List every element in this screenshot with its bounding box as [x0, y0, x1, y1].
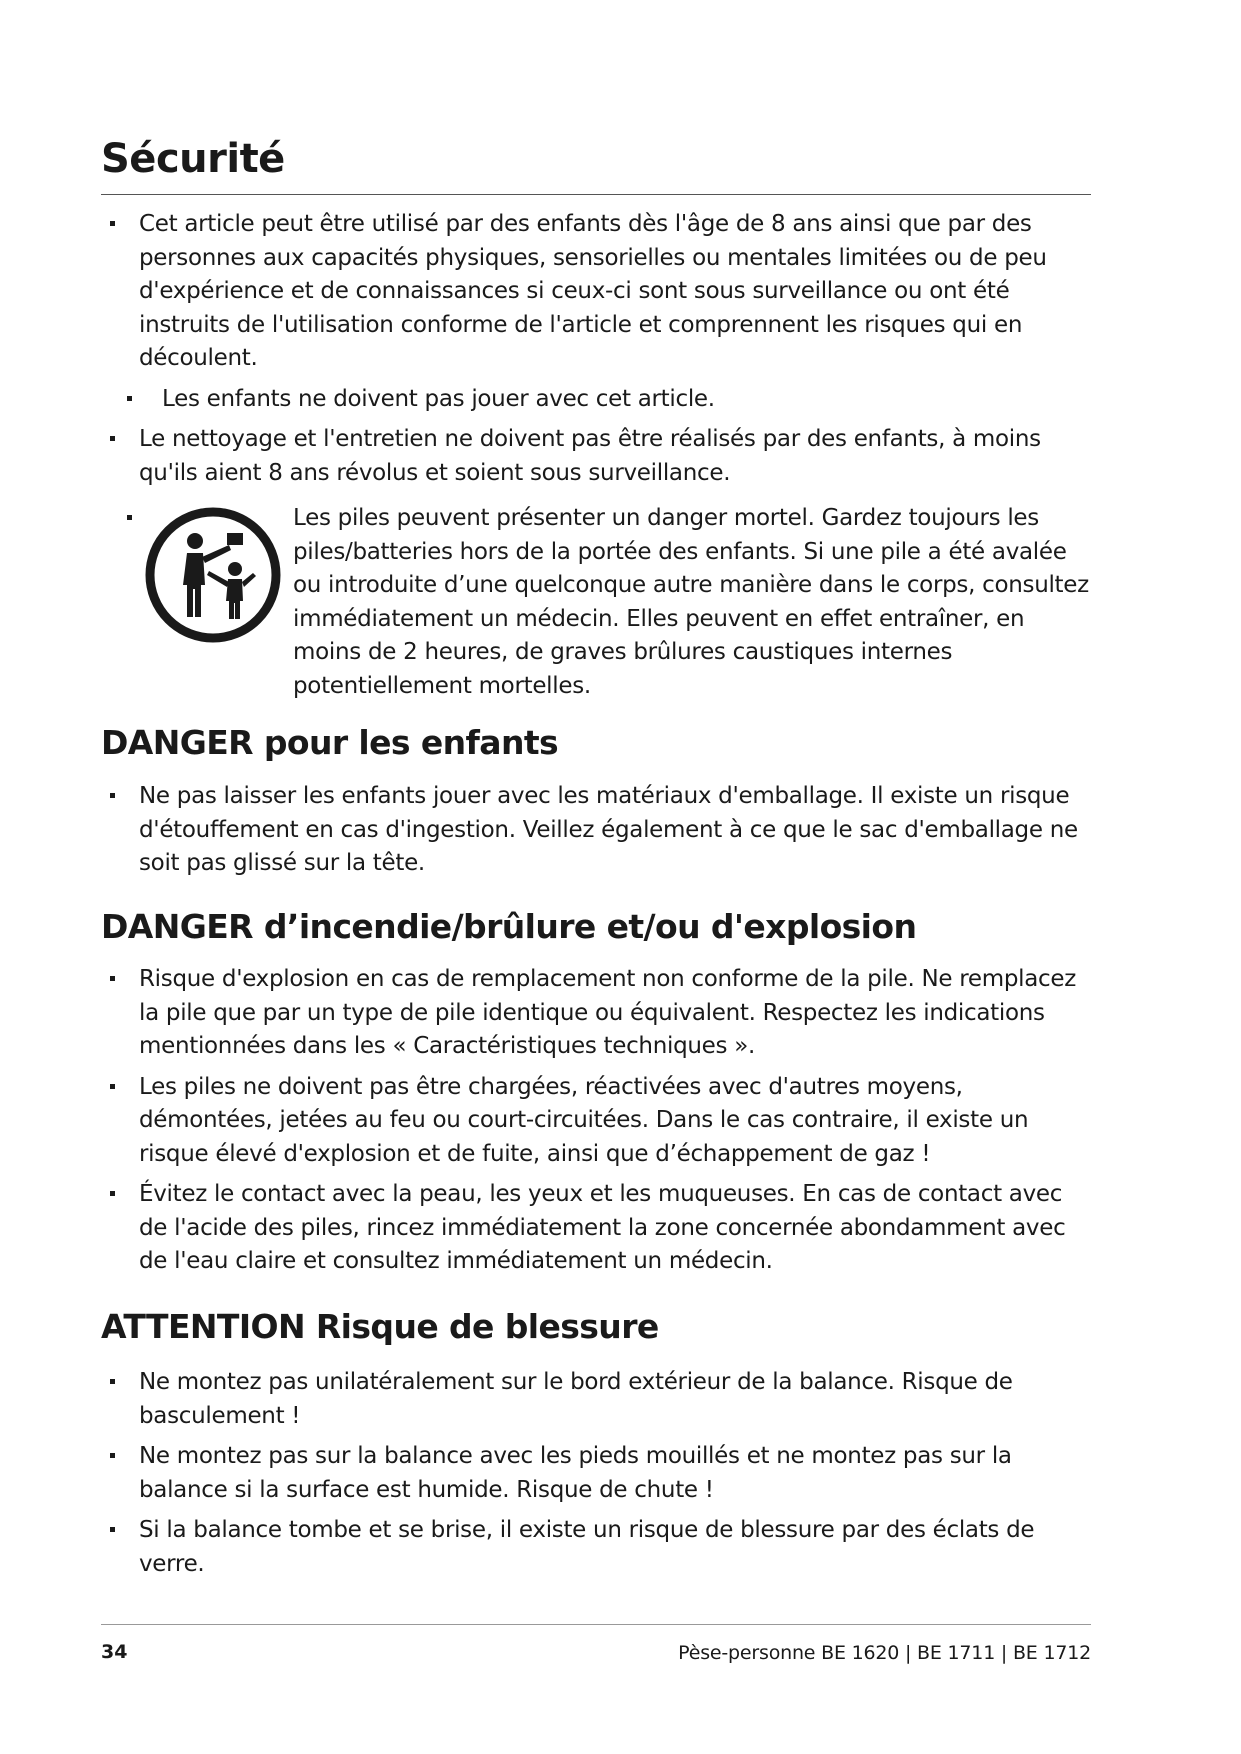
- list-item-text: Le nettoyage et l'entretien ne doivent pas être réalisés par des enfants, à moins qu'ils aient 8 ans révolus et soient sous surveillance.: [139, 426, 1041, 486]
- bullet-icon: [110, 1379, 115, 1384]
- list-item-text: Les piles ne doivent pas être chargées, réactivées avec d'autres moyens, démontées, jetées au feu ou court-circuitées. Dans le cas contraire, il existe un risque élevé d'explosion et de fuite, ainsi que d’échappement de gaz !: [139, 1073, 1029, 1167]
- bullet-icon: [127, 515, 132, 520]
- list-item: [101, 1514, 1091, 1581]
- keep-away-from-children-icon: [143, 505, 283, 645]
- list-item-text: Cet article peut être utilisé par des enfants dès l'âge de 8 ans ainsi que par des personnes aux capacités physiques, sensorielles ou mentales limitées ou de peu d'expérience et de connaissances si ceux-ci sont sous surveillance ou ont été instruits de l'utilisation conforme de l'article et comprennent les risques qui en découlent.: [139, 211, 1047, 371]
- list-item: [101, 1366, 1091, 1433]
- list-item: [101, 780, 1091, 881]
- section-heading: DANGER d’incendie/brûlure et/ou d'explosion: [101, 907, 917, 946]
- bullet-icon: [110, 976, 115, 981]
- list-item: [101, 963, 1091, 1064]
- list-item-text: Évitez le contact avec la peau, les yeux et les muqueuses. En cas de contact avec de l'acide des piles, rincez immédiatement la zone concernée abondamment avec de l'eau claire et consultez immédiatement un médecin.: [139, 1181, 1066, 1274]
- bullet-icon: [110, 1191, 115, 1196]
- list-item: [101, 423, 1091, 490]
- bullet-icon: [110, 436, 115, 441]
- bullet-icon: [110, 1084, 115, 1089]
- list-item: [101, 208, 1091, 376]
- list-item: [101, 1178, 1091, 1279]
- bullet-icon: [110, 1453, 115, 1458]
- injury-risk-list: [101, 1366, 1091, 1581]
- list-item: [101, 1440, 1091, 1507]
- title-divider: [101, 194, 1091, 195]
- page-number: 34: [101, 1641, 128, 1663]
- footer-divider: [101, 1624, 1091, 1625]
- list-item-text: Les enfants ne doivent pas jouer avec cet article.: [162, 385, 715, 412]
- list-item: [101, 1071, 1091, 1172]
- children-danger-list: [101, 780, 1091, 881]
- list-item-text: Ne montez pas unilatéralement sur le bord extérieur de la balance. Risque de basculement !: [139, 1369, 1013, 1429]
- page-title: Sécurité: [101, 136, 285, 182]
- bullet-icon: [110, 793, 115, 798]
- bullet-icon: [127, 396, 132, 401]
- list-item-text: Ne pas laisser les enfants jouer avec les matériaux d'emballage. Il existe un risque d'étouffement en cas d'ingestion. Veillez également à ce que le sac d'emballage ne soit pas glissé sur la tête.: [139, 783, 1078, 876]
- list-item-text: Ne montez pas sur la balance avec les pieds mouillés et ne montez pas sur la balance si la surface est humide. Risque de chute !: [139, 1443, 1012, 1503]
- battery-warning-text: Les piles peuvent présenter un danger mortel. Gardez toujours les piles/batteries hors de la portée des enfants. Si une pile a été avalée ou introduite d’une quelconque autre manière dans le corps, consultez immédiatement un médecin. Elles peuvent en effet entraîner, en moins de 2 heures, de graves brûlures caustiques internes potentiellement mortelles.: [293, 505, 1089, 699]
- fire-danger-list: [101, 963, 1091, 1279]
- section-heading: ATTENTION Risque de blessure: [101, 1307, 659, 1346]
- list-item: [101, 383, 1091, 417]
- bullet-icon: [110, 1527, 115, 1532]
- footer-product-name: Pèse-personne BE 1620 | BE 1711 | BE 1712: [678, 1642, 1091, 1664]
- list-item-text: Si la balance tombe et se brise, il existe un risque de blessure par des éclats de verre.: [139, 1517, 1035, 1577]
- bullet-icon: [110, 221, 115, 226]
- safety-list: [101, 208, 1091, 490]
- section-heading: DANGER pour les enfants: [101, 723, 559, 762]
- list-item-text: Risque d'explosion en cas de remplacement non conforme de la pile. Ne remplacez la pile que par un type de pile identique ou équivalent. Respectez les indications mentionnées dans les « Caractéristiques techniques ».: [139, 966, 1077, 1059]
